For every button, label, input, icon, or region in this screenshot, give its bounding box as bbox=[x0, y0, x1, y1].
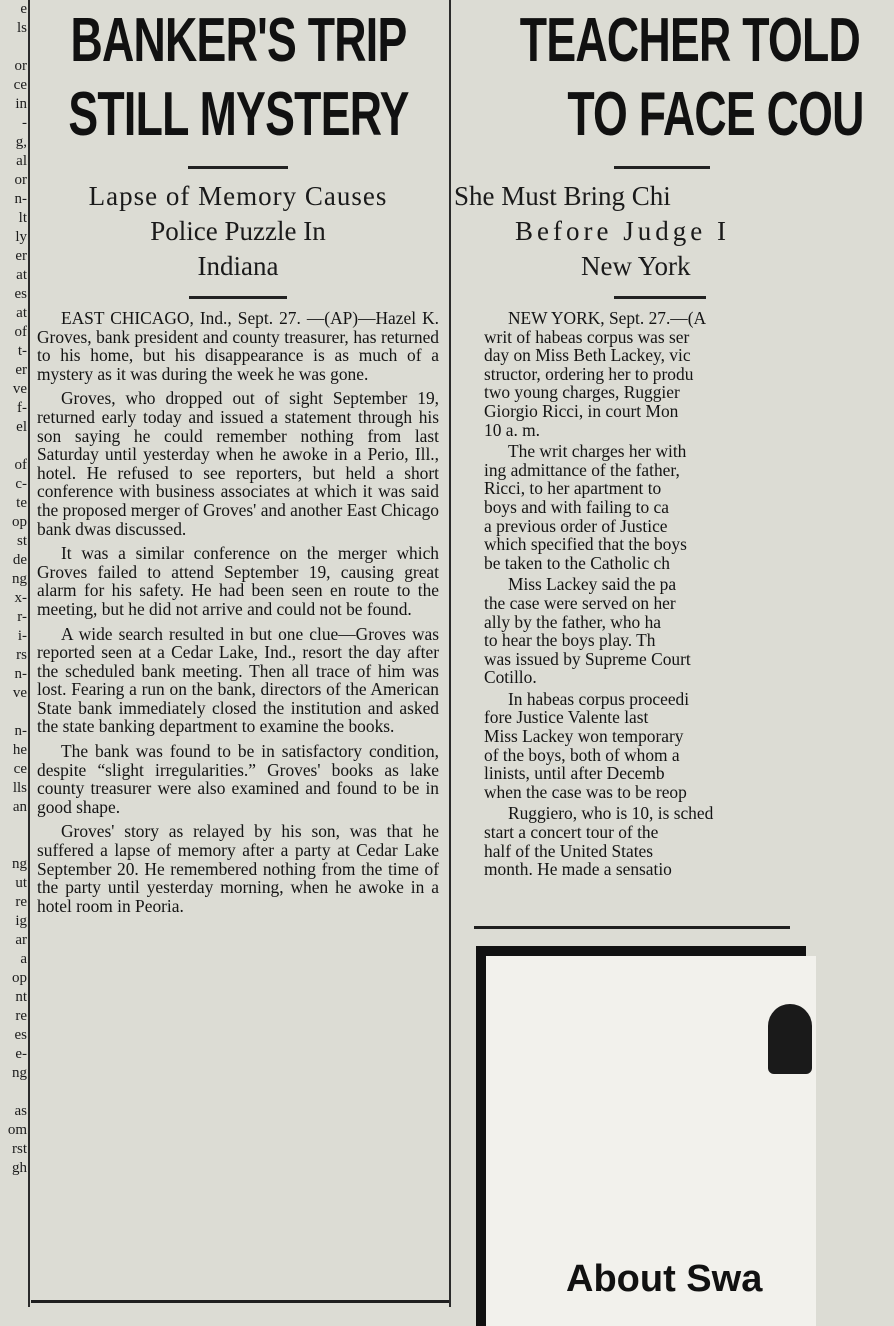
fragment-line: at bbox=[16, 305, 27, 321]
paragraph-line: fore Justice Valente last bbox=[484, 707, 649, 728]
fragment-line: ly bbox=[15, 229, 27, 245]
article-body bbox=[454, 309, 790, 879]
fragment-line: al bbox=[16, 153, 27, 169]
paragraph-line: day on Miss Beth Lackey, vic bbox=[484, 345, 691, 366]
paragraph bbox=[460, 442, 790, 572]
paragraph-line: the case were served on her bbox=[484, 592, 676, 613]
fragment-line: c- bbox=[15, 476, 27, 492]
paragraph-line: ally by the father, who ha bbox=[484, 611, 662, 632]
paragraph: EAST CHICAGO, Ind., Sept. 27. —(AP)—Hazel K. Groves, bank president and county treasurer, has returned to his home, but his disappearance is as much of a mystery as it was during the week he was gone. bbox=[37, 308, 439, 384]
paragraph: The bank was found to be in satisfactory condition, despite “slight irregularities.” Groves' books as lake county treasurer were also examined and found to be in good shape. bbox=[37, 741, 439, 817]
paragraph-line: start a concert tour of the bbox=[484, 822, 659, 843]
fragment-line: or bbox=[14, 58, 27, 74]
fragment-line bbox=[0, 703, 28, 722]
fragment-line: ng bbox=[12, 1065, 27, 1081]
ad-headline: About Swa bbox=[566, 1258, 763, 1300]
fragment-line: re bbox=[15, 1008, 27, 1024]
deck-divider bbox=[614, 296, 706, 299]
paragraph-line: month. He made a sensatio bbox=[484, 859, 672, 880]
fragment-line: gh bbox=[12, 1160, 27, 1176]
deck-line-3: New York bbox=[581, 251, 691, 281]
fragment-line: i- bbox=[17, 628, 27, 644]
deck-line-3: Indiana bbox=[197, 251, 279, 281]
paragraph-line: was issued by Supreme Court bbox=[484, 648, 691, 669]
article-banker-trip bbox=[31, 0, 445, 1307]
ad-graphic-mark bbox=[768, 1004, 812, 1074]
paragraph-line: Cotillo. bbox=[484, 667, 537, 688]
fragment-line: op bbox=[12, 970, 27, 986]
paragraph: Groves' story as relayed by his son, was that he suffered a lapse of memory after a party at Cedar Lake September 20. He remembered nothing from the time of the party until yesterday morning, when he awoke in a hotel room in Peoria. bbox=[37, 821, 439, 916]
paragraph-line: of the boys, both of whom a bbox=[484, 744, 680, 765]
fragment-line: x- bbox=[14, 590, 27, 606]
headline-line-2: STILL MYSTERY bbox=[68, 80, 409, 149]
fragment-line: f- bbox=[17, 400, 27, 416]
fragment-line: ng bbox=[12, 856, 27, 872]
fragment-line: de bbox=[12, 552, 27, 568]
fragment-line bbox=[0, 1083, 28, 1102]
fragment-line: ls bbox=[16, 20, 27, 36]
article-body bbox=[31, 309, 445, 915]
fragment-line: es bbox=[14, 1027, 27, 1043]
paragraph bbox=[460, 575, 790, 687]
fragment-line: n- bbox=[14, 723, 27, 739]
paragraph-line: The writ charges her with bbox=[508, 441, 687, 462]
fragment-line: or bbox=[14, 172, 27, 188]
fragment-line: re bbox=[15, 894, 27, 910]
fragment-line: ut bbox=[15, 875, 27, 891]
deck-line-2: Police Puzzle In bbox=[150, 216, 326, 246]
paragraph-line: be taken to the Catholic ch bbox=[484, 552, 670, 573]
paragraph-line: ing admittance of the father, bbox=[484, 459, 680, 480]
fragment-line: ng bbox=[12, 571, 27, 587]
paragraph: Groves, who dropped out of sight September 19, returned early today and issued a statement through his son saying he could remember nothing from last Saturday until yesterday when he awoke in a Perio, Ill., hotel. He refused to see reporters, but held a short conference with business associates at which it was said the proposed merger of Groves' and another East Chicago bank dwas discussed. bbox=[37, 388, 439, 539]
headline-line-1: BANKER'S TRIP bbox=[70, 6, 407, 75]
paragraph bbox=[460, 690, 790, 802]
fragment-line: el bbox=[16, 419, 27, 435]
paragraph-line: linists, until after Decemb bbox=[484, 763, 665, 784]
headline-divider bbox=[614, 166, 710, 169]
fragment-line: e bbox=[20, 1, 27, 17]
fragment-line: ar bbox=[15, 932, 27, 948]
fragment-line: an bbox=[12, 799, 27, 815]
deck-line-2: Before Judge I bbox=[515, 216, 730, 246]
fragment-line: in bbox=[15, 96, 27, 112]
article-end-rule bbox=[31, 1300, 451, 1303]
fragment-line bbox=[0, 38, 28, 57]
fragment-line: - bbox=[22, 115, 27, 131]
paragraph-line: In habeas corpus proceedi bbox=[508, 688, 690, 709]
headline-divider bbox=[188, 166, 288, 169]
fragment-line: of bbox=[14, 324, 27, 340]
advertisement-panel bbox=[486, 956, 816, 1326]
fragment-line: ce bbox=[13, 77, 27, 93]
paragraph-line: a previous order of Justice bbox=[484, 515, 668, 536]
fragment-line: op bbox=[12, 514, 27, 530]
headline-line-2: TO FACE COU bbox=[567, 80, 864, 149]
fragment-line: n- bbox=[14, 191, 27, 207]
headline bbox=[31, 0, 445, 152]
fragment-line: rst bbox=[12, 1141, 27, 1157]
fragment-line: as bbox=[14, 1103, 27, 1119]
paragraph-line: Ricci, to her apartment to bbox=[484, 478, 662, 499]
left-column-fragment bbox=[0, 0, 28, 1307]
fragment-line: te bbox=[16, 495, 27, 511]
fragment-line: nt bbox=[15, 989, 27, 1005]
paragraph-line: Ruggiero, who is 10, is sched bbox=[508, 803, 714, 824]
deck-divider bbox=[189, 296, 287, 299]
paragraph-line: 10 a. m. bbox=[484, 419, 541, 440]
fragment-line: he bbox=[12, 742, 27, 758]
fragment-line: ve bbox=[12, 381, 27, 397]
column-rule-center bbox=[449, 0, 451, 1307]
fragment-line: es bbox=[14, 286, 27, 302]
paragraph-line: Miss Lackey said the pa bbox=[508, 574, 677, 595]
fragment-line: n- bbox=[14, 666, 27, 682]
deck bbox=[454, 179, 790, 284]
paragraph-line: writ of habeas corpus was ser bbox=[484, 326, 690, 347]
paragraph-line: Miss Lackey won temporary bbox=[484, 726, 684, 747]
paragraph-line: boys and with failing to ca bbox=[484, 496, 669, 517]
fragment-line: rs bbox=[16, 647, 27, 663]
fragment-line bbox=[0, 836, 28, 855]
paragraph-line: which specified that the boys bbox=[484, 534, 687, 555]
paragraph: It was a similar conference on the merger which Groves failed to attend September 19, causing great alarm for his safety. He had been seen en route to the meeting, but he did not arrive and could not be found. bbox=[37, 543, 439, 619]
paragraph bbox=[460, 309, 790, 439]
fragment-line: e- bbox=[15, 1046, 27, 1062]
paragraph-line: when the case was to be reop bbox=[484, 781, 687, 802]
paragraph-line: half of the United States bbox=[484, 840, 654, 861]
fragment-line: ve bbox=[12, 685, 27, 701]
fragment-line: at bbox=[16, 267, 27, 283]
fragment-line: of bbox=[14, 457, 27, 473]
deck-line-1: She Must Bring Chi bbox=[454, 181, 671, 211]
ad-top-rule bbox=[474, 926, 790, 929]
deck-line-1: Lapse of Memory Causes bbox=[88, 181, 388, 211]
fragment-line: lt bbox=[18, 210, 27, 226]
paragraph: A wide search resulted in but one clue—Groves was reported seen at a Cedar Lake, Ind., resort the day after the scheduled bank meeting. Then all trace of him was lost. Fearing a run on the bank, directors of the American State bank immediately closed the institution and asked the state banking department to examine the books. bbox=[37, 623, 439, 737]
paragraph-line: NEW YORK, Sept. 27.—(A bbox=[508, 308, 707, 328]
paragraph bbox=[460, 804, 790, 878]
paragraph-line: Giorgio Ricci, in court Mon bbox=[484, 400, 679, 421]
paragraph-line: to hear the boys play. Th bbox=[484, 630, 656, 651]
fragment-line bbox=[0, 817, 28, 836]
headline-line-1: TEACHER TOLD bbox=[519, 6, 861, 75]
fragment-line: er bbox=[15, 248, 27, 264]
fragment-line: a bbox=[20, 951, 27, 967]
fragment-line: t- bbox=[17, 343, 27, 359]
fragment-line: g, bbox=[15, 134, 27, 150]
fragment-line: er bbox=[15, 362, 27, 378]
column-rule-left bbox=[28, 0, 30, 1307]
advertisement bbox=[476, 946, 806, 1326]
paragraph-line: two young charges, Ruggier bbox=[484, 382, 680, 403]
paragraph-line: structor, ordering her to produ bbox=[484, 363, 694, 384]
deck bbox=[31, 179, 445, 284]
fragment-line bbox=[0, 437, 28, 456]
fragment-line: lls bbox=[12, 780, 27, 796]
headline bbox=[520, 0, 894, 152]
fragment-line: ce bbox=[13, 761, 27, 777]
fragment-line: r- bbox=[17, 609, 27, 625]
fragment-line: om bbox=[7, 1122, 27, 1138]
fragment-line: ig bbox=[15, 913, 27, 929]
fragment-line: st bbox=[16, 533, 27, 549]
